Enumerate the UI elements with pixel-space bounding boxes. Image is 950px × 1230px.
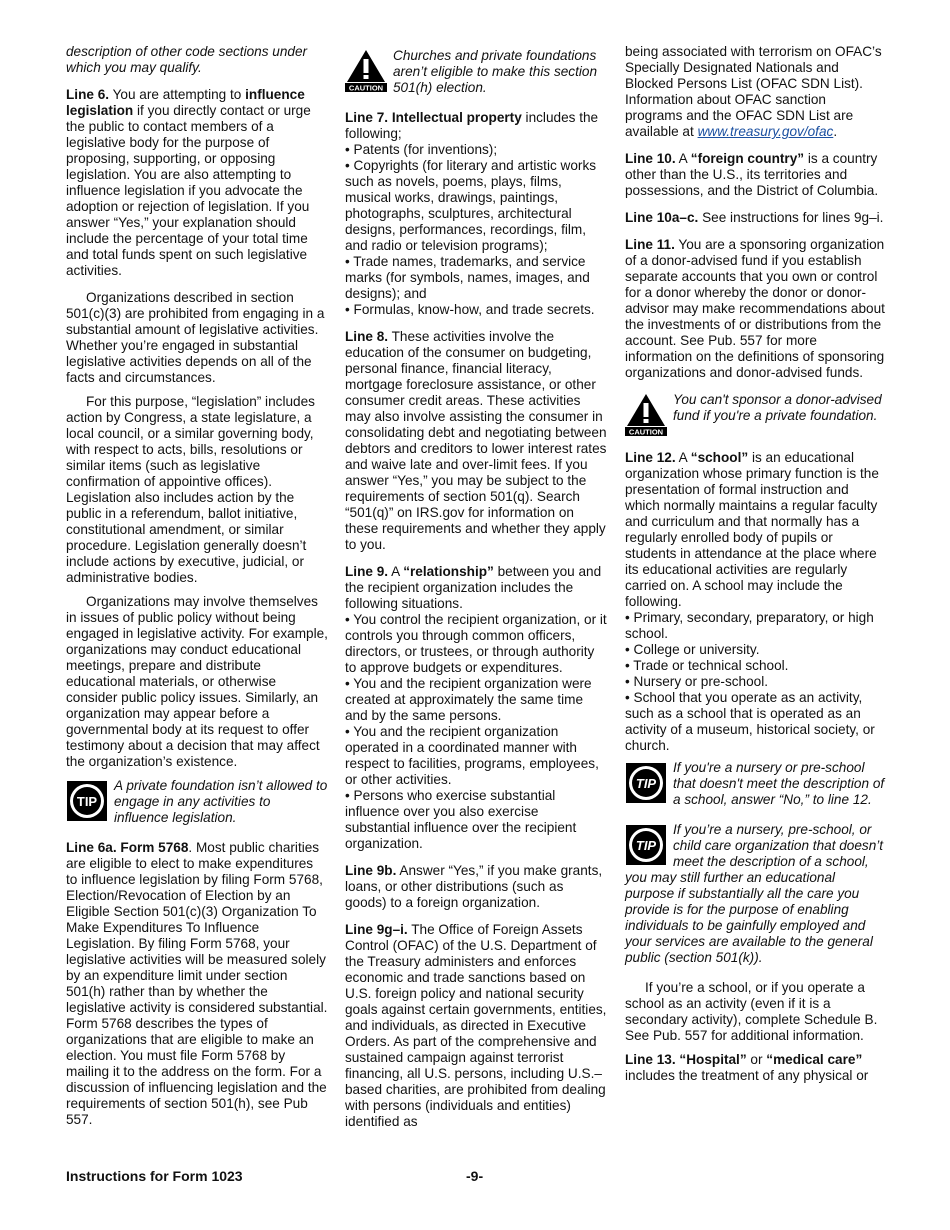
caution-icon-label: CAUTION — [628, 427, 664, 436]
caution-note — [625, 392, 887, 436]
line-13-paragraph — [625, 1052, 887, 1084]
line-8-paragraph — [345, 329, 607, 553]
line-6a-paragraph — [66, 840, 328, 1128]
list-item-text: Trade or technical school. — [633, 658, 789, 673]
line-10a-c-paragraph — [625, 210, 887, 226]
text: includes the treatment of any physical or — [625, 1068, 869, 1083]
list-item: • Copyrights (for literary and artistic works such as novels, poems, plays, films, musical works, drawings, paintings, photographs, sculptures, architectural designs, performances, recordings, film, and radio or television programs); — [345, 158, 597, 253]
list-item-text: Trade names, trademarks, and service marks (for symbols, names, images, and designs); and — [345, 254, 590, 301]
term: “school” — [690, 450, 749, 465]
list-item: • You control the recipient organization, or it controls you through common officers, directors, or trustees, or through authority to approve budgets or expenditures. — [345, 612, 607, 675]
tip-text: If you're a nursery or pre-school that doesn't meet the description of a school, answer “No,” to line 12. — [673, 760, 885, 807]
column-2 — [345, 44, 607, 1141]
caution-icon — [345, 48, 387, 92]
text: or — [750, 1052, 763, 1067]
list-item-text: Formulas, know-how, and trade secrets. — [353, 302, 595, 317]
list-item-text: Patents (for inventions); — [353, 142, 498, 157]
list-item-text: School that you operate as an activity, such as a school that is operated as an activity of a museum, historical society, or church. — [625, 690, 875, 753]
tip-icon-label: TIP — [76, 794, 98, 809]
caution-icon — [625, 392, 667, 436]
paragraph: being associated with terrorism on OFAC’s Specially Designated Nationals and Blocked Persons List (OFAC SDN List). Information about OFAC sanction programs and the OFAC SDN List are available at www.treasury.gov/ofac. — [625, 44, 882, 139]
line-label: Line 10. — [625, 151, 676, 166]
line-label: Line 9. — [345, 564, 389, 579]
text: is a country other than the U.S., its territories and possessions, and the District of Columbia. — [625, 151, 879, 198]
term: “relationship” — [403, 564, 494, 579]
term: “medical care” — [766, 1052, 863, 1067]
list-item: • You and the recipient organization operated in a coordinated manner with respect to facilities, programs, employees, or other activities. — [345, 724, 599, 787]
list-item-text: You and the recipient organization were created at approximately the same time and by the same persons. — [345, 676, 592, 723]
page-number: -9- — [466, 1168, 484, 1184]
text: A — [391, 564, 400, 579]
line-label: Line 11. — [625, 237, 675, 252]
list-item: • School that you operate as an activity, such as a school that is operated as an activity of a museum, historical society, or church. — [625, 690, 875, 753]
list-item-text: College or university. — [633, 642, 760, 657]
paragraph: For this purpose, “legislation” includes action by Congress, a state legislature, a local council, or a similar governing body, with respect to acts, bills, resolutions or similar items (such as legislative confirmation of appointive offices). Legislation also includes action by the public in a referendum, ballot initiative, constitutional amendment, or similar procedure. Legislation generally doesn’t include actions by executive, judicial, or administrative bodies. — [66, 394, 315, 585]
list-item: • Trade names, trademarks, and service marks (for symbols, names, images, and designs); and — [345, 254, 590, 301]
text: You are attempting to — [112, 87, 242, 102]
paragraph: description of other code sections under which you may qualify. — [66, 44, 308, 75]
list-item: • You and the recipient organization were created at approximately the same time and by the same persons. — [345, 676, 592, 723]
tip-icon — [625, 824, 667, 866]
tip-icon — [625, 762, 667, 804]
list-item-text: Primary, secondary, preparatory, or high school. — [625, 610, 874, 641]
line-9b-paragraph — [345, 863, 607, 911]
list-item-text: Nursery or pre-school. — [633, 674, 769, 689]
text: . Most public charities are eligible to elect to make expenditures to influence legislation by filing Form 5768, Election/Revocation of Election by an Eligible Section 501(c)(3) Organization To Make Expenditures To Influence Legislation. By filing Form 5768, your legislative activities will be measured solely by an expenditure limit under section 501(h) rather than by whether the legislative activity is considered substantial. Form 5768 describes the types of organizations that are eligible to make an election. You must file Form 5768 by mailing it to the address on the form. For a discussion of influencing legislation and the requirements of section 501(h), see Pub 557. — [66, 840, 328, 1127]
caution-note — [345, 48, 607, 96]
tip-note — [66, 778, 328, 826]
list-item: • College or university. — [625, 642, 760, 657]
line-label: Line 8. — [345, 329, 389, 344]
list-item: • Formulas, know-how, and trade secrets. — [345, 302, 595, 317]
list-item: • Trade or technical school. — [625, 658, 789, 673]
paragraph: Organizations described in section 501(c)(3) are prohibited from engaging in a substantial amount of legislative activities. Whether you’re engaged in substantial legislative activities depends on all of the facts and circumstances. — [66, 290, 325, 385]
line-10-paragraph — [625, 151, 887, 199]
text: includes the following; — [345, 110, 599, 141]
text: is an educational organization whose primary function is the presentation of formal instruction and which normally maintains a regular faculty and curriculum and that normally has a regularly enrolled body of pupils or students in attendance at the place where its educational activities are regularly carried on. A school may include the following. — [625, 450, 879, 609]
text: These activities involve the education of the consumer on budgeting, personal finance, financial literacy, mortgage foreclosure assistance, or other consumer credit areas. These activities may also involve assisting the consumer in consolidating debt and negotiating between debtors and creditors to lower interest rates and waive late and over-limit fees. If you answer “Yes,” you may be subject to the requirements of section 501(q). Search “501(q)” on IRS.gov for information on these requirements and whether they apply to you. — [345, 329, 607, 552]
list-item: • Primary, secondary, preparatory, or high school. — [625, 610, 874, 641]
list-item: • Patents (for inventions); — [345, 142, 498, 157]
line-12-paragraph — [625, 450, 887, 610]
tip-text: If you’re a nursery, pre-school, or child care organization that doesn’t meet the description of a school, you may still further an educational purpose if substantially all the care you provide is for the purpose of enabling individuals to be gainfully employed and your services are available to the general public (section 501(k)). — [625, 822, 884, 965]
ofac-link[interactable]: www.treasury.gov/ofac — [697, 124, 834, 139]
list-item-text: You and the recipient organization operated in a coordinated manner with respect to facilities, programs, employees, or other activities. — [345, 724, 599, 787]
text: being associated with terrorism on OFAC’s Specially Designated Nationals and Blocked Persons List (OFAC SDN List). Information about OFAC sanction programs and the OFAC SDN List are available at — [625, 44, 882, 139]
column-1 — [66, 44, 328, 1139]
line-label: Line 9b. — [345, 863, 397, 878]
list-item: • Persons who exercise substantial influence over you also exercise substantial influence over the recipient organization. — [345, 788, 577, 851]
line-label: Line 13. — [625, 1052, 676, 1067]
line-label: Line 6. — [66, 87, 110, 102]
list-item: • Nursery or pre-school. — [625, 674, 769, 689]
tip-text: A private foundation isn’t allowed to engage in any activities to influence legislation. — [114, 778, 328, 825]
tip-note — [625, 760, 887, 808]
footer-title: Instructions for Form 1023 — [66, 1168, 243, 1184]
text: You are a sponsoring organization of a donor-advised fund if you establish separate accounts that you own or control for a donor whereby the donor or donor-advisor may make recommendations about the investments of or distributions from the account. See Pub. 557 for more information on the definitions of sponsoring organizations and donor-advised funds. — [625, 237, 885, 380]
line-label: Line 12. — [625, 450, 676, 465]
caution-icon-label: CAUTION — [348, 83, 384, 92]
list-item-text: You control the recipient organization, or it controls you through common officers, directors, or trustees, or through authority to approve budgets or expenditures. — [345, 612, 607, 675]
tip-icon-label: TIP — [635, 776, 657, 791]
caution-text: You can't sponsor a donor-advised fund if you're a private foundation. — [673, 392, 882, 423]
line-label: Line 7. Intellectual property — [345, 110, 522, 125]
tip-icon — [66, 780, 108, 822]
text: between you and the recipient organization includes the following situations. — [345, 564, 602, 611]
text: Answer “Yes,” if you make grants, loans, or other distributions (such as goods) to a foreign organization. — [345, 863, 603, 910]
line-7-paragraph — [345, 110, 607, 142]
text: A — [678, 151, 687, 166]
text: See instructions for lines 9g–i. — [702, 210, 884, 225]
tip-icon-label: TIP — [635, 838, 657, 853]
term: “foreign country” — [690, 151, 805, 166]
line-6-paragraph — [66, 87, 328, 279]
line-label: Line 6a. Form 5768 — [66, 840, 189, 855]
column-3 — [625, 44, 887, 1095]
text: The Office of Foreign Assets Control (OFAC) of the U.S. Department of the Treasury administers and enforces economic and trade sanctions based on U.S. foreign policy and national security goals against certain governments, entities, and individuals, as directed in Executive Orders. As part of the comprehensive and sustained campaign against terrorist financing, all U.S. persons, including U.S.–based charities, are prohibited from dealing with persons (individuals and entities) identified as — [345, 922, 607, 1129]
paragraph: Organizations may involve themselves in issues of public policy without being engaged in legislative activity. For example, organizations may conduct educational meetings, prepare and distribute educational materials, or otherwise consider public policy issues. Similarly, an organization may appear before a governmental body at its request to offer testimony about a decision that may affect the organization’s existence. — [66, 594, 328, 769]
line-9-paragraph — [345, 564, 607, 612]
line-label: Line 9g–i. — [345, 922, 408, 937]
paragraph: If you’re a school, or if you operate a school as an activity (even if it is a secondary activity), complete Schedule B. See Pub. 557 for additional information. — [625, 980, 878, 1043]
list-item-text: Persons who exercise substantial influence over you also exercise substantial influence over the recipient organization. — [345, 788, 577, 851]
text: if you directly contact or urge the public to contact members of a legislative body for the purpose of proposing, supporting, or opposing legislation. You are also attempting to influence legislation if you advocate the adoption or rejection of legislation. If you answer “Yes,” your explanation should include the percentage of your total time and total funds spent on such legislative activities. — [66, 103, 311, 278]
term: “Hospital” — [679, 1052, 747, 1067]
line-label: Line 10a–c. — [625, 210, 699, 225]
text: A — [678, 450, 687, 465]
list-item-text: Copyrights (for literary and artistic works such as novels, poems, plays, films, musical works, drawings, paintings, photographs, sculptures, architectural designs, performances, recordings, film, and radio or television programs); — [345, 158, 597, 253]
line-11-paragraph — [625, 237, 887, 381]
line-9g-i-paragraph — [345, 922, 607, 1130]
caution-text: Churches and private foundations aren’t eligible to make this section 501(h) election. — [393, 48, 598, 95]
term: influence legislation — [66, 87, 305, 118]
tip-note — [625, 822, 887, 966]
